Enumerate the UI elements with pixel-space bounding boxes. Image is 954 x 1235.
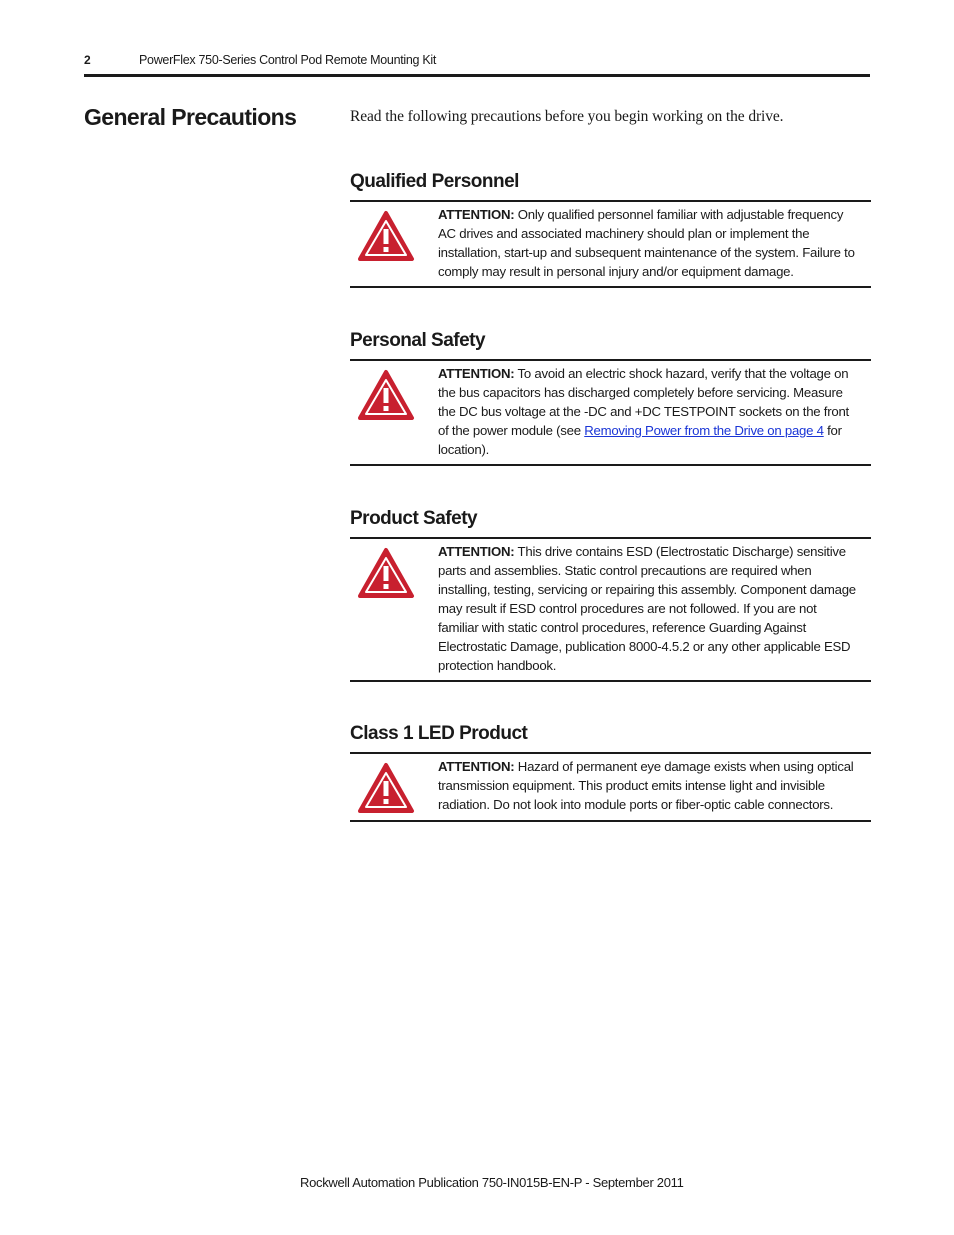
- attention-text-qualified-personnel: [438, 205, 857, 281]
- warning-triangle-icon: [357, 547, 415, 599]
- attention-message-end: for location).: [438, 423, 842, 457]
- attention-label: ATTENTION:: [438, 544, 515, 559]
- attention-box-qualified-personnel: [350, 200, 871, 288]
- heading-qualified-personnel: Qualified Personnel: [350, 171, 519, 192]
- attention-label: ATTENTION:: [438, 366, 515, 381]
- attention-box-product-safety: [350, 537, 871, 682]
- attention-message: Only qualified personnel familiar with adjustable frequency AC drives and associated machinery should plan or implement the installation, start-up and subsequent maintenance of the system. Failure to comply may result in personal injury and/or equipment damage.: [438, 207, 855, 279]
- warning-triangle-icon: [357, 762, 415, 814]
- publication-footer: Rockwell Automation Publication 750-IN015B-EN-P - September 2011: [300, 1175, 684, 1190]
- attention-message: To avoid an electric shock hazard, verify that the voltage on the bus capacitors has discharged completely before servicing. Measure the DC bus voltage at the -DC and +DC TESTPOINT sockets on the front of the power module (see: [438, 366, 849, 438]
- attention-text-product-safety: [438, 542, 857, 675]
- warning-triangle-icon: [357, 369, 415, 421]
- attention-label: ATTENTION:: [438, 207, 515, 222]
- warning-triangle-icon: [357, 210, 415, 262]
- section-title: General Precautions: [84, 104, 297, 130]
- page-number: 2: [84, 53, 91, 67]
- attention-box-personal-safety: [350, 359, 871, 466]
- heading-class-1-led-product: Class 1 LED Product: [350, 723, 528, 744]
- attention-label: ATTENTION:: [438, 759, 515, 774]
- attention-text-personal-safety: [438, 364, 857, 459]
- heading-product-safety: Product Safety: [350, 508, 478, 529]
- attention-text-class-1-led-product: [438, 757, 857, 814]
- page-header: [84, 52, 870, 77]
- attention-message: This drive contains ESD (Electrostatic Discharge) sensitive parts and assemblies. Static control precautions are required when installing, testing, servicing or repairing this assembly. Component damage may result if ESD control procedures are not followed. If you are not familiar with static control procedures, reference Guarding Against Electrostatic Damage, publication 8000-4.5.2 or any other applicable ESD protection handbook.: [438, 544, 856, 673]
- intro-text: Read the following precautions before you begin working on the drive.: [350, 108, 784, 125]
- running-title: PowerFlex 750-Series Control Pod Remote Mounting Kit: [139, 53, 437, 67]
- attention-box-class-1-led-product: [350, 752, 871, 822]
- removing-power-link[interactable]: Removing Power from the Drive on page 4: [584, 423, 824, 438]
- attention-message: Hazard of permanent eye damage exists when using optical transmission equipment. This product emits intense light and invisible radiation. Do not look into module ports or fiber-optic cable connectors.: [438, 759, 854, 812]
- heading-personal-safety: Personal Safety: [350, 330, 486, 351]
